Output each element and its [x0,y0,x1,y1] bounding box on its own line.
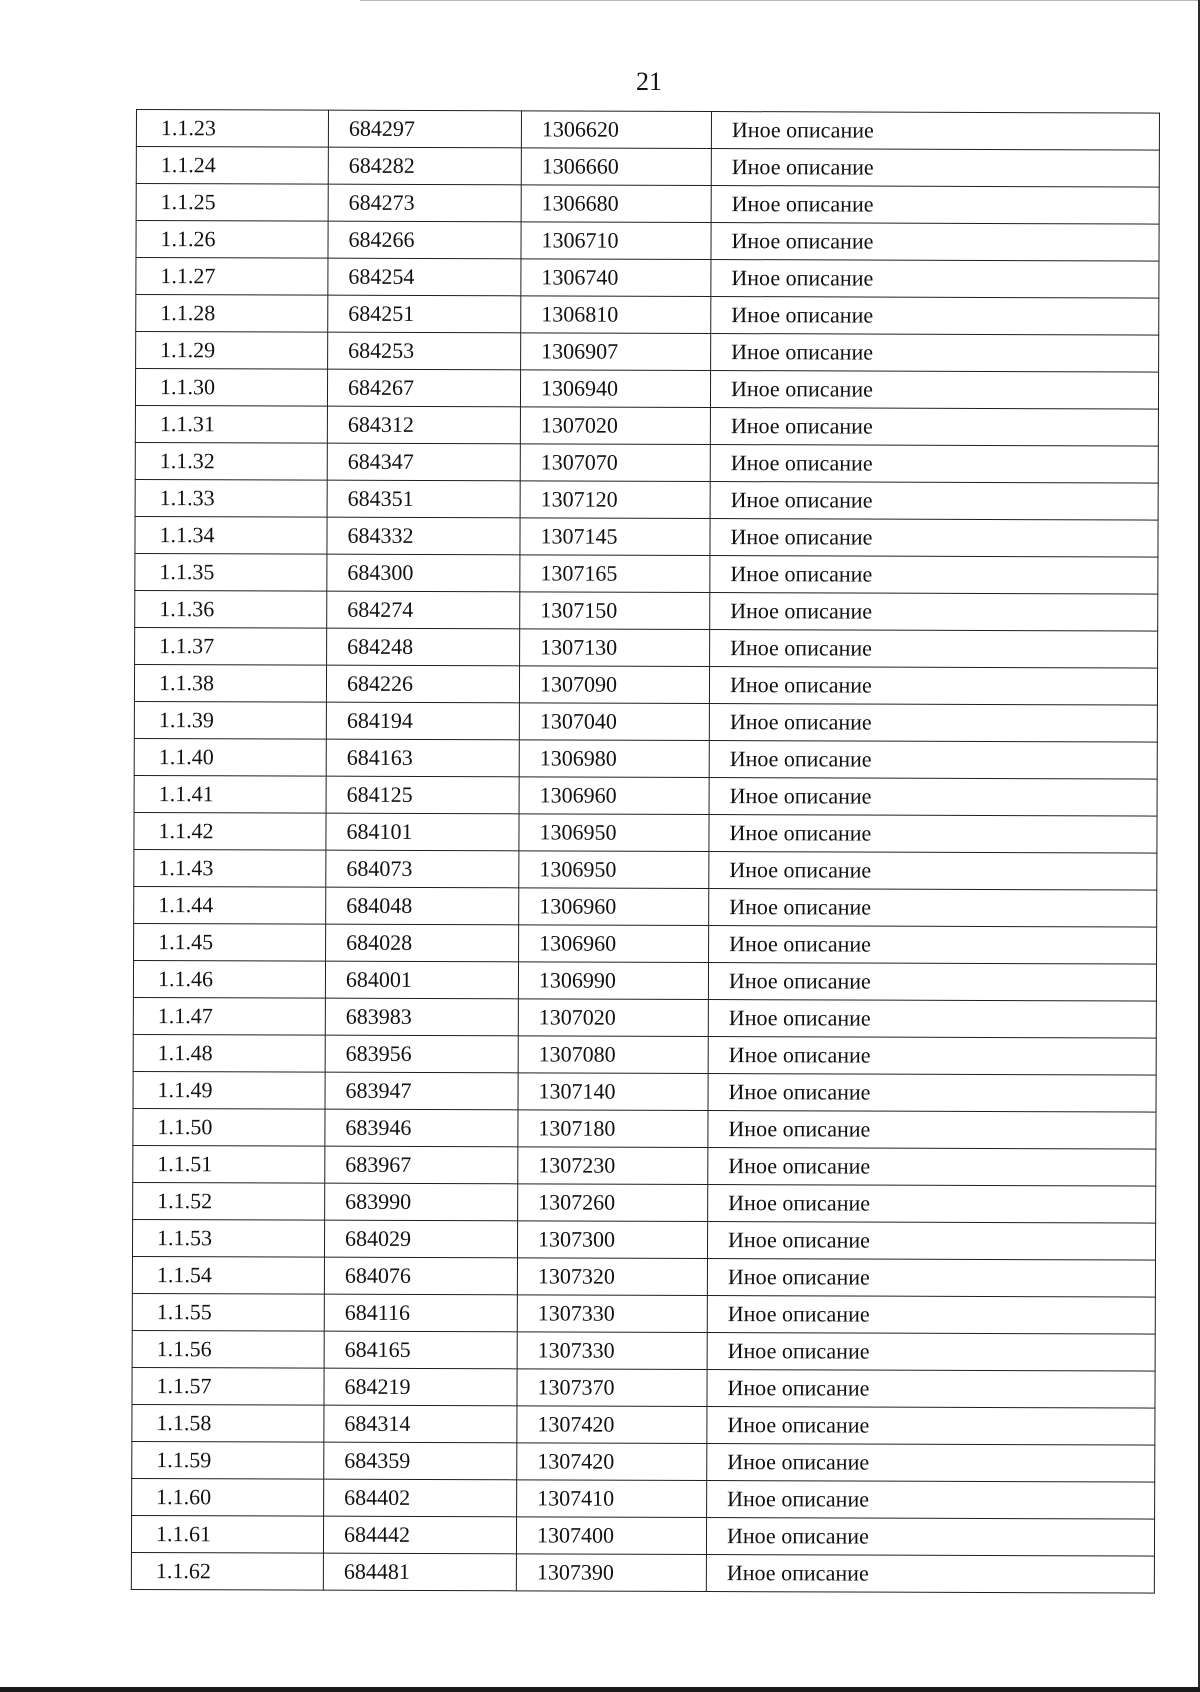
y-coordinate-cell: 1307400 [516,1517,706,1555]
table-row [136,258,1159,299]
description-cell: Иное описание [710,630,1158,669]
description-cell: Иное описание [709,667,1157,706]
point-number-cell: 1.1.24 [136,147,328,185]
table-row [135,442,1158,483]
table-row [132,1293,1155,1334]
table-row [133,1182,1156,1223]
description-cell: Иное описание [710,556,1158,595]
table-row [135,516,1158,557]
x-coordinate-cell: 684116 [324,1294,517,1332]
x-coordinate-cell: 684402 [324,1479,517,1517]
table-row [132,1330,1155,1371]
point-number-cell: 1.1.29 [136,332,328,370]
scan-top-edge [360,0,1200,1]
point-number-cell: 1.1.23 [136,110,328,148]
table-row [132,1367,1155,1408]
description-cell: Иное описание [709,704,1157,743]
table-row [135,405,1158,446]
y-coordinate-cell: 1306810 [521,296,711,334]
y-coordinate-cell: 1307300 [517,1221,707,1259]
x-coordinate-cell: 684351 [327,480,520,518]
description-cell: Иное описание [707,1333,1155,1372]
x-coordinate-cell: 684253 [328,332,521,370]
x-coordinate-cell: 684226 [326,665,519,703]
table-row [131,1552,1154,1593]
point-number-cell: 1.1.53 [132,1219,324,1257]
y-coordinate-cell: 1306660 [521,148,711,186]
point-number-cell: 1.1.36 [135,590,327,628]
description-cell: Иное описание [710,519,1158,558]
y-coordinate-cell: 1307090 [519,666,709,704]
point-number-cell: 1.1.58 [132,1404,324,1442]
description-cell: Иное описание [708,1185,1156,1224]
x-coordinate-cell: 684219 [324,1368,517,1406]
table-row [136,184,1159,225]
point-number-cell: 1.1.45 [134,923,326,961]
x-coordinate-cell: 684274 [327,591,520,629]
y-coordinate-cell: 1306980 [519,740,709,778]
description-cell: Иное описание [711,223,1159,262]
x-coordinate-cell: 684282 [328,147,521,185]
x-coordinate-cell: 684314 [324,1405,517,1443]
y-coordinate-cell: 1306960 [519,888,709,926]
table-row [132,1256,1155,1297]
x-coordinate-cell: 684300 [327,554,520,592]
point-number-cell: 1.1.32 [135,442,327,480]
point-number-cell: 1.1.27 [136,258,328,296]
point-number-cell: 1.1.31 [135,405,327,443]
x-coordinate-cell: 684101 [326,813,519,851]
description-cell: Иное описание [711,334,1159,373]
y-coordinate-cell: 1306680 [521,185,711,223]
table-row [135,627,1158,668]
x-coordinate-cell: 683990 [325,1183,518,1221]
description-cell: Иное описание [709,852,1157,891]
point-number-cell: 1.1.49 [133,1071,325,1109]
description-cell: Иное описание [708,1111,1156,1150]
description-cell: Иное описание [707,1407,1155,1446]
y-coordinate-cell: 1307320 [517,1258,707,1296]
description-cell: Иное описание [709,926,1157,965]
x-coordinate-cell: 683946 [325,1109,518,1147]
description-cell: Иное описание [707,1222,1155,1261]
y-coordinate-cell: 1307390 [516,1554,706,1592]
description-cell: Иное описание [711,112,1159,151]
table-row [136,147,1159,188]
point-number-cell: 1.1.61 [131,1515,323,1553]
point-number-cell: 1.1.47 [133,997,325,1035]
y-coordinate-cell: 1306960 [519,925,709,963]
y-coordinate-cell: 1307420 [517,1443,707,1481]
y-coordinate-cell: 1307070 [520,444,710,482]
description-cell: Иное описание [710,408,1158,447]
table-row [135,479,1158,520]
description-cell: Иное описание [706,1555,1154,1594]
x-coordinate-cell: 684076 [324,1257,517,1295]
y-coordinate-cell: 1307145 [520,518,710,556]
description-cell: Иное описание [707,1481,1155,1520]
point-number-cell: 1.1.59 [132,1441,324,1479]
table-row [134,886,1157,927]
x-coordinate-cell: 684125 [326,776,519,814]
description-cell: Иное описание [711,149,1159,188]
table-row [134,738,1157,779]
description-cell: Иное описание [711,260,1159,299]
x-coordinate-cell: 684048 [326,887,519,925]
y-coordinate-cell: 1307080 [518,1036,708,1074]
table-row [133,1071,1156,1112]
y-coordinate-cell: 1306620 [521,111,711,149]
x-coordinate-cell: 683983 [325,998,518,1036]
table-row [131,1515,1154,1556]
description-cell: Иное описание [707,1370,1155,1409]
table-row [134,812,1157,853]
coordinates-table [131,109,1160,1594]
y-coordinate-cell: 1306907 [521,333,711,371]
table-row [135,590,1158,631]
table-row [133,1034,1156,1075]
description-cell: Иное описание [708,1000,1156,1039]
table-row [133,1108,1156,1149]
description-cell: Иное описание [710,445,1158,484]
point-number-cell: 1.1.38 [134,664,326,702]
y-coordinate-cell: 1307040 [519,703,709,741]
description-cell: Иное описание [708,1148,1156,1187]
y-coordinate-cell: 1307130 [520,629,710,667]
y-coordinate-cell: 1306950 [519,851,709,889]
x-coordinate-cell: 684273 [328,184,521,222]
y-coordinate-cell: 1306710 [521,222,711,260]
table-row [132,1441,1155,1482]
point-number-cell: 1.1.48 [133,1034,325,1072]
point-number-cell: 1.1.41 [134,775,326,813]
description-cell: Иное описание [707,1296,1155,1335]
y-coordinate-cell: 1306990 [518,962,708,1000]
point-number-cell: 1.1.51 [133,1145,325,1183]
table-row [132,1478,1155,1519]
x-coordinate-cell: 684297 [328,110,521,148]
y-coordinate-cell: 1307020 [520,407,710,445]
x-coordinate-cell: 684359 [324,1442,517,1480]
table-row [133,1145,1156,1186]
table-row [132,1219,1155,1260]
y-coordinate-cell: 1307140 [518,1073,708,1111]
y-coordinate-cell: 1307165 [520,555,710,593]
point-number-cell: 1.1.33 [135,479,327,517]
description-cell: Иное описание [706,1518,1154,1557]
x-coordinate-cell: 684312 [327,406,520,444]
y-coordinate-cell: 1307150 [520,592,710,630]
y-coordinate-cell: 1307420 [517,1406,707,1444]
point-number-cell: 1.1.62 [131,1552,323,1590]
x-coordinate-cell: 684248 [327,628,520,666]
point-number-cell: 1.1.54 [132,1256,324,1294]
y-coordinate-cell: 1307410 [517,1480,707,1518]
description-cell: Иное описание [708,1074,1156,1113]
x-coordinate-cell: 684001 [325,961,518,999]
page-number: 21 [636,67,662,96]
point-number-cell: 1.1.42 [134,812,326,850]
point-number-cell: 1.1.35 [135,553,327,591]
table-row [132,1404,1155,1445]
table-row [135,369,1158,410]
table-row [135,553,1158,594]
x-coordinate-cell: 684267 [327,369,520,407]
x-coordinate-cell: 684266 [328,221,521,259]
description-cell: Иное описание [709,778,1157,817]
table-row [136,110,1159,151]
point-number-cell: 1.1.57 [132,1367,324,1405]
y-coordinate-cell: 1306740 [521,259,711,297]
description-cell: Иное описание [710,371,1158,410]
y-coordinate-cell: 1307180 [518,1110,708,1148]
table-row [136,221,1159,262]
x-coordinate-cell: 683967 [325,1146,518,1184]
point-number-cell: 1.1.52 [133,1182,325,1220]
point-number-cell: 1.1.34 [135,516,327,554]
point-number-cell: 1.1.55 [132,1293,324,1331]
x-coordinate-cell: 684332 [327,517,520,555]
point-number-cell: 1.1.60 [132,1478,324,1516]
x-coordinate-cell: 684254 [328,258,521,296]
x-coordinate-cell: 684442 [323,1516,516,1554]
x-coordinate-cell: 684194 [326,702,519,740]
table-row [134,701,1157,742]
point-number-cell: 1.1.44 [134,886,326,924]
point-number-cell: 1.1.46 [133,960,325,998]
description-cell: Иное описание [708,963,1156,1002]
point-number-cell: 1.1.39 [134,701,326,739]
point-number-cell: 1.1.40 [134,738,326,776]
x-coordinate-cell: 684073 [326,850,519,888]
x-coordinate-cell: 684165 [324,1331,517,1369]
coordinates-table-body [131,110,1159,1594]
y-coordinate-cell: 1306960 [519,777,709,815]
table-row [133,960,1156,1001]
y-coordinate-cell: 1306940 [520,370,710,408]
description-cell: Иное описание [709,815,1157,854]
y-coordinate-cell: 1307120 [520,481,710,519]
y-coordinate-cell: 1307330 [517,1295,707,1333]
point-number-cell: 1.1.28 [136,295,328,333]
x-coordinate-cell: 683956 [325,1035,518,1073]
x-coordinate-cell: 684028 [326,924,519,962]
point-number-cell: 1.1.50 [133,1108,325,1146]
y-coordinate-cell: 1306950 [519,814,709,852]
x-coordinate-cell: 684347 [327,443,520,481]
y-coordinate-cell: 1307020 [518,999,708,1037]
x-coordinate-cell: 684029 [324,1220,517,1258]
y-coordinate-cell: 1307370 [517,1369,707,1407]
point-number-cell: 1.1.30 [135,369,327,407]
x-coordinate-cell: 684163 [326,739,519,777]
table-row [134,923,1157,964]
y-coordinate-cell: 1307260 [518,1184,708,1222]
table-row [136,332,1159,373]
point-number-cell: 1.1.26 [136,221,328,259]
y-coordinate-cell: 1307230 [518,1147,708,1185]
description-cell: Иное описание [707,1444,1155,1483]
description-cell: Иное описание [710,482,1158,521]
point-number-cell: 1.1.37 [135,627,327,665]
scan-bottom-edge [0,1687,1200,1692]
x-coordinate-cell: 683947 [325,1072,518,1110]
description-cell: Иное описание [707,1259,1155,1298]
table-row [134,775,1157,816]
y-coordinate-cell: 1307330 [517,1332,707,1370]
description-cell: Иное описание [711,186,1159,225]
table-row [133,997,1156,1038]
x-coordinate-cell: 684251 [328,295,521,333]
description-cell: Иное описание [708,1037,1156,1076]
table-row [136,295,1159,336]
description-cell: Иное описание [709,889,1157,928]
point-number-cell: 1.1.25 [136,184,328,222]
table-row [134,664,1157,705]
x-coordinate-cell: 684481 [323,1553,516,1591]
description-cell: Иное описание [709,741,1157,780]
table-row [134,849,1157,890]
point-number-cell: 1.1.43 [134,849,326,887]
description-cell: Иное описание [710,593,1158,632]
point-number-cell: 1.1.56 [132,1330,324,1368]
description-cell: Иное описание [711,297,1159,336]
